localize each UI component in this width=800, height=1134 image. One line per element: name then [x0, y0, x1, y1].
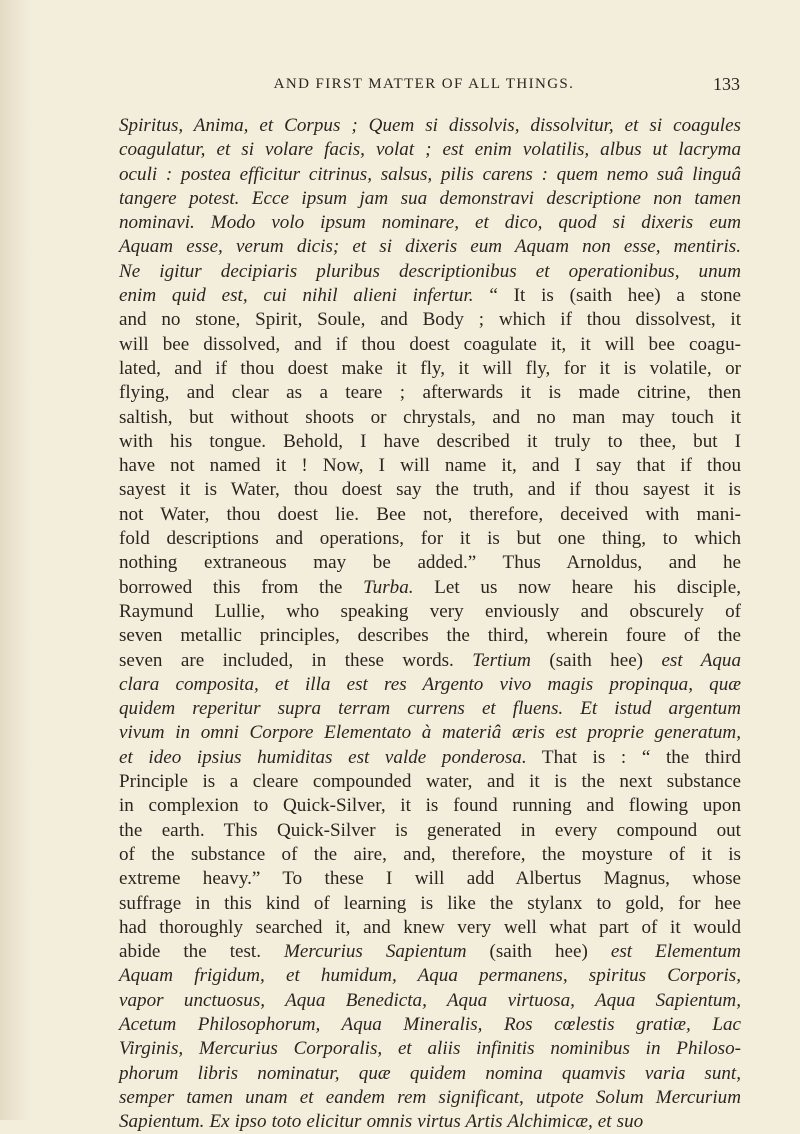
italic-text-run: Spiritus, Anima, et Corpus ; Quem si dissolvis, dissolvitur, et si coagules — [119, 115, 741, 136]
text-run: “ It is (saith hee) a stone — [473, 285, 741, 307]
italic-text-run: Aquam frigidum, et humidum, Aqua permanens, spiritus Corporis, — [119, 965, 741, 987]
text-line — [119, 406, 741, 430]
text-line — [119, 892, 741, 916]
italic-text-run: tangere potest. Ecce ipsum jam sua demonstravi descriptione non tamen — [119, 187, 741, 209]
text-line — [119, 989, 741, 1013]
text-line — [119, 551, 741, 575]
text-line — [119, 138, 741, 162]
text-line — [119, 1062, 741, 1086]
text-run: extreme heavy.” To these I will add Albertus Magnus, whose — [119, 868, 741, 890]
text-line — [119, 600, 741, 624]
text-run: the earth. This Quick-Silver is generated in every compound out — [119, 819, 741, 841]
text-line — [119, 649, 741, 673]
text-line — [119, 916, 741, 940]
text-line — [119, 333, 741, 357]
text-line — [119, 867, 741, 891]
running-head: AND FIRST MATTER OF ALL THINGS. — [273, 76, 575, 92]
text-run: That is : “ the third — [526, 746, 741, 768]
text-line — [119, 260, 741, 284]
italic-text-run: phorum libris nominatur, quæ quidem nomina quamvis varia sunt, — [119, 1062, 741, 1084]
italic-text-run: Virginis, Mercurius Corporalis, et aliis infinitis nominibus in Philoso- — [119, 1038, 741, 1060]
page-gutter-shadow — [0, 0, 30, 1120]
text-run: not Water, thou doest lie. Bee not, therefore, deceived with mani- — [119, 503, 741, 525]
text-line — [119, 1086, 741, 1110]
text-line — [119, 721, 741, 745]
text-line — [119, 673, 741, 697]
text-line — [119, 454, 741, 478]
text-line — [119, 794, 741, 818]
text-line — [119, 187, 741, 211]
italic-text-run: coagulatur, et si volare facis, volat ; est enim volatilis, albus ut lacryma — [119, 139, 741, 161]
text-line — [119, 1013, 741, 1037]
text-line — [119, 843, 741, 867]
italic-text-run: Aquam esse, verum dicis; et si dixeris eum Aquam non esse, mentiris. — [119, 236, 741, 258]
text-run: saltish, but without shoots or chrystals, and no man may touch it — [119, 406, 741, 428]
italic-text-run: semper tamen unam et eandem rem significant, utpote Solum Mercurium — [119, 1086, 741, 1108]
italic-text-run: est Aqua — [661, 649, 742, 671]
text-run: (saith hee) — [530, 649, 662, 671]
page-number: 133 — [713, 74, 740, 94]
text-line — [119, 1110, 741, 1134]
text-run: with his tongue. Behold, I have described it truly to thee, but I — [119, 430, 741, 452]
text-line — [119, 1037, 741, 1061]
text-run: will bee dissolved, and if thou doest coagulate it, it will bee coagu- — [119, 333, 741, 355]
text-line — [119, 211, 741, 235]
italic-text-run: nominavi. Modo volo ipsum nominare, et dico, quod si dixeris eum — [119, 212, 741, 234]
italic-text-run: quidem reperitur supra terram currens et fluens. Et istud argentum — [119, 698, 741, 720]
text-line — [119, 527, 741, 551]
text-line — [119, 697, 741, 721]
text-run: (saith hee) — [466, 941, 611, 963]
text-run: in complexion to Quick-Silver, it is found running and flowing upon — [119, 795, 741, 817]
text-run: seven metallic principles, describes the third, wherein foure of the — [119, 625, 741, 647]
text-run: had thoroughly searched it, and knew very well what part of it would — [119, 916, 741, 938]
text-run: of the substance of the aire, and, therefore, the moysture of it is — [119, 843, 741, 865]
italic-text-run: clara composita, et illa est res Argento vivo magis propinqua, quæ — [119, 673, 741, 695]
text-run: Raymund Lullie, who speaking very enviously and obscurely of — [119, 600, 741, 622]
body-text — [119, 114, 741, 1134]
italic-text-run: oculi : postea efficitur citrinus, salsus, pilis carens : quem nemo suâ linguâ — [119, 163, 741, 185]
italic-text-run: Turba. — [363, 576, 414, 598]
italic-text-run: vivum in omni Corpore Elementato à materiâ æris est proprie generatum, — [119, 722, 741, 744]
italic-text-run: est Elementum — [610, 941, 741, 963]
text-line — [119, 114, 741, 138]
text-line — [119, 478, 741, 502]
text-run: lated, and if thou doest make it fly, it will fly, for it is volatile, or — [119, 357, 741, 379]
text-line — [119, 308, 741, 332]
text-run: nothing extraneous may be added.” Thus Arnoldus, and he — [119, 552, 741, 574]
text-line — [119, 624, 741, 648]
text-line — [119, 964, 741, 988]
text-run: abide the test. — [119, 941, 285, 963]
italic-text-run: enim quid est, cui nihil alieni infertur. — [119, 285, 474, 307]
text-run: have not named it ! Now, I will name it, and I say that if thou — [119, 455, 741, 477]
text-line — [119, 163, 741, 187]
text-run: borrowed this from the — [119, 576, 364, 598]
text-line — [119, 819, 741, 843]
italic-text-run: et ideo ipsius humiditas est valde ponderosa. — [119, 746, 527, 768]
text-run: seven are included, in these words. — [119, 649, 473, 671]
text-run: Principle is a cleare compounded water, and it is the next substance — [119, 771, 741, 793]
italic-text-run: Ne igitur decipiaris pluribus descriptionibus et operationibus, unum — [119, 260, 741, 282]
italic-text-run: Acetum Philosophorum, Aqua Mineralis, Ros cœlestis gratiæ, Lac — [119, 1013, 741, 1035]
text-run: suffrage in this kind of learning is like the stylanx to gold, for hee — [119, 892, 741, 914]
text-line — [119, 381, 741, 405]
text-run: Let us now heare his disciple, — [413, 576, 741, 598]
text-line — [119, 284, 741, 308]
text-run: and no stone, Spirit, Soule, and Body ; which if thou dissolvest, it — [119, 309, 741, 331]
italic-text-run: Sapientum. Ex ipso toto elicitur omnis virtus Artis Alchimicæ, et suo — [119, 1111, 644, 1133]
text-run: sayest it is Water, thou doest say the truth, and if thou sayest it is — [119, 479, 741, 501]
text-line — [119, 746, 741, 770]
text-line — [119, 503, 741, 527]
italic-text-run: Tertium — [472, 649, 531, 671]
italic-text-run: Mercurius Sapientum — [284, 941, 467, 963]
text-line — [119, 940, 741, 964]
italic-text-run: vapor unctuosus, Aqua Benedicta, Aqua virtuosa, Aqua Sapientum, — [119, 989, 741, 1011]
text-line — [119, 430, 741, 454]
text-line — [119, 770, 741, 794]
text-run: fold descriptions and operations, for it is but one thing, to which — [119, 528, 741, 550]
text-run: flying, and clear as a teare ; afterwards it is made citrine, then — [119, 382, 741, 404]
text-line — [119, 235, 741, 259]
text-line — [119, 357, 741, 381]
text-line — [119, 576, 741, 600]
